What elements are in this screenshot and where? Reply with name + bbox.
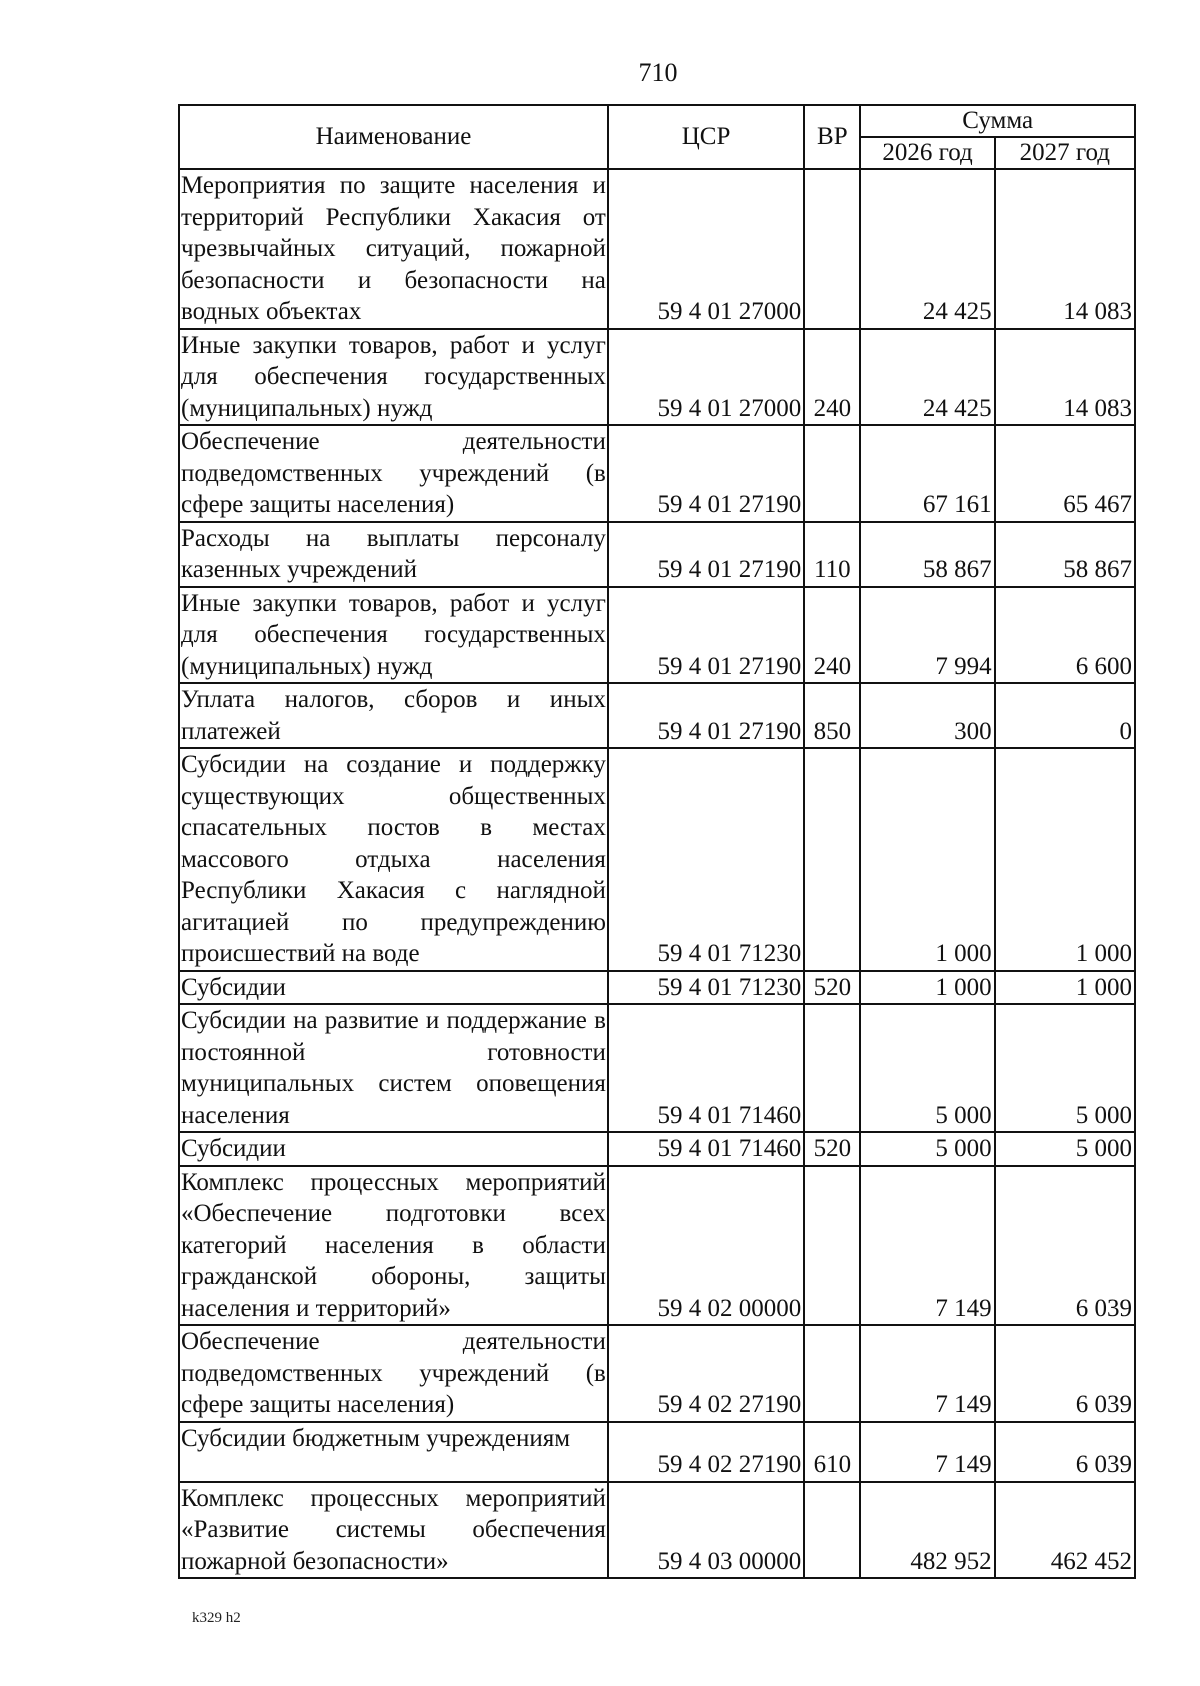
- row-amount-2026: 67 161: [860, 425, 994, 522]
- table-row: [179, 587, 1135, 684]
- row-amount-2027: 1 000: [995, 971, 1135, 1005]
- row-name: Субсидии на развитие и поддержание в постоянной готовности муниципальных систем оповещения населения: [179, 1004, 608, 1132]
- row-amount-2027: 0: [995, 683, 1135, 748]
- row-amount-2026: 482 952: [860, 1482, 994, 1579]
- row-amount-2027: 6 600: [995, 587, 1135, 684]
- row-amount-2026: 1 000: [860, 748, 994, 971]
- budget-table: [178, 104, 1136, 1579]
- row-amount-2026: 7 149: [860, 1166, 994, 1326]
- row-name: Иные закупки товаров, работ и услуг для обеспечения государственных (муниципальных) нужд: [179, 587, 608, 684]
- row-name: Уплата налогов, сборов и иных платежей: [179, 683, 608, 748]
- header-csr: ЦСР: [608, 105, 804, 169]
- table-row: [179, 329, 1135, 426]
- row-vr: 110: [804, 522, 860, 587]
- row-csr: 59 4 01 27190: [608, 587, 804, 684]
- row-amount-2026: 7 149: [860, 1422, 994, 1482]
- row-name: Субсидии: [179, 1132, 608, 1166]
- row-csr: 59 4 01 71460: [608, 1132, 804, 1166]
- row-vr: 240: [804, 587, 860, 684]
- row-amount-2027: 5 000: [995, 1132, 1135, 1166]
- row-amount-2026: 5 000: [860, 1004, 994, 1132]
- row-csr: 59 4 02 27190: [608, 1422, 804, 1482]
- row-amount-2026: 7 994: [860, 587, 994, 684]
- row-amount-2027: 6 039: [995, 1166, 1135, 1326]
- table-row: [179, 522, 1135, 587]
- table-row: [179, 1004, 1135, 1132]
- table-header: [179, 105, 1135, 169]
- row-vr: [804, 1004, 860, 1132]
- row-name: Обеспечение деятельности подведомственных учреждений (в сфере защиты населения): [179, 1325, 608, 1422]
- row-amount-2027: 1 000: [995, 748, 1135, 971]
- row-name: Субсидии бюджетным учреждениям: [179, 1422, 608, 1482]
- row-vr: [804, 169, 860, 329]
- row-csr: 59 4 01 27190: [608, 425, 804, 522]
- row-vr: 850: [804, 683, 860, 748]
- row-amount-2027: 14 083: [995, 169, 1135, 329]
- row-name: Субсидии: [179, 971, 608, 1005]
- row-vr: [804, 425, 860, 522]
- row-name: Комплекс процессных мероприятий «Обеспечение подготовки всех категорий населения в области гражданской обороны, защиты населения и территорий»: [179, 1166, 608, 1326]
- row-csr: 59 4 02 27190: [608, 1325, 804, 1422]
- row-vr: [804, 748, 860, 971]
- row-csr: 59 4 01 27000: [608, 329, 804, 426]
- table-row: [179, 1325, 1135, 1422]
- footer-code: k329 h2: [192, 1610, 241, 1626]
- table-row: [179, 683, 1135, 748]
- row-amount-2026: 24 425: [860, 329, 994, 426]
- row-amount-2026: 24 425: [860, 169, 994, 329]
- row-amount-2027: 65 467: [995, 425, 1135, 522]
- row-name: Обеспечение деятельности подведомственных учреждений (в сфере защиты населения): [179, 425, 608, 522]
- table-row: [179, 1422, 1135, 1482]
- row-vr: 520: [804, 971, 860, 1005]
- row-vr: [804, 1482, 860, 1579]
- row-csr: 59 4 01 71460: [608, 1004, 804, 1132]
- row-amount-2027: 462 452: [995, 1482, 1135, 1579]
- table-row: [179, 425, 1135, 522]
- row-vr: 520: [804, 1132, 860, 1166]
- table-row: [179, 1482, 1135, 1579]
- row-amount-2027: 6 039: [995, 1422, 1135, 1482]
- header-name: Наименование: [179, 105, 608, 169]
- page-number: 710: [638, 58, 678, 87]
- row-amount-2026: 300: [860, 683, 994, 748]
- table-row: [179, 169, 1135, 329]
- row-vr: 610: [804, 1422, 860, 1482]
- row-csr: 59 4 03 00000: [608, 1482, 804, 1579]
- header-year-2026: 2026 год: [860, 137, 994, 169]
- row-amount-2026: 1 000: [860, 971, 994, 1005]
- row-amount-2027: 6 039: [995, 1325, 1135, 1422]
- table-row: [179, 1166, 1135, 1326]
- header-sum: Сумма: [860, 105, 1135, 137]
- header-vr: ВР: [804, 105, 860, 169]
- table-row: [179, 748, 1135, 971]
- table-row: [179, 1132, 1135, 1166]
- row-vr: 240: [804, 329, 860, 426]
- table-body: [179, 169, 1135, 1578]
- row-name: Мероприятия по защите населения и территорий Республики Хакасия от чрезвычайных ситуаций, пожарной безопасности и безопасности на водных объектах: [179, 169, 608, 329]
- row-amount-2027: 14 083: [995, 329, 1135, 426]
- row-name: Субсидии на создание и поддержку существующих общественных спасательных постов в местах массового отдыха населения Республики Хакасия с наглядной агитацией по предупреждению происшествий на воде: [179, 748, 608, 971]
- header-year-2027: 2027 год: [995, 137, 1135, 169]
- row-name: Расходы на выплаты персоналу казенных учреждений: [179, 522, 608, 587]
- row-csr: 59 4 01 27190: [608, 522, 804, 587]
- row-vr: [804, 1325, 860, 1422]
- row-csr: 59 4 02 00000: [608, 1166, 804, 1326]
- row-amount-2026: 7 149: [860, 1325, 994, 1422]
- row-csr: 59 4 01 27000: [608, 169, 804, 329]
- row-amount-2026: 58 867: [860, 522, 994, 587]
- row-vr: [804, 1166, 860, 1326]
- row-amount-2026: 5 000: [860, 1132, 994, 1166]
- row-name: Иные закупки товаров, работ и услуг для обеспечения государственных (муниципальных) нужд: [179, 329, 608, 426]
- row-amount-2027: 58 867: [995, 522, 1135, 587]
- table-row: [179, 971, 1135, 1005]
- row-csr: 59 4 01 27190: [608, 683, 804, 748]
- row-csr: 59 4 01 71230: [608, 971, 804, 1005]
- row-name: Комплекс процессных мероприятий «Развитие системы обеспечения пожарной безопасности»: [179, 1482, 608, 1579]
- row-csr: 59 4 01 71230: [608, 748, 804, 971]
- row-amount-2027: 5 000: [995, 1004, 1135, 1132]
